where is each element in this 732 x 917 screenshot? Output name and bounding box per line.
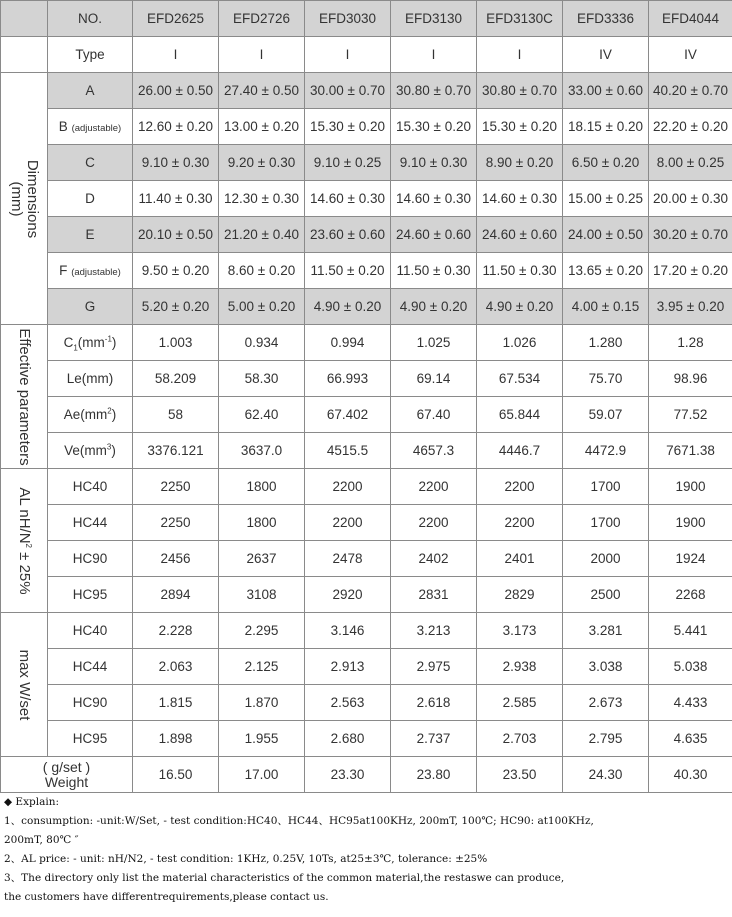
dimension-letter: G [84, 299, 96, 314]
value-cell: 8.90 ± 0.20 [477, 145, 563, 181]
material-label: HC95 [48, 577, 133, 613]
dimension-row [1, 253, 732, 289]
no-label: NO. [48, 1, 133, 37]
type-cell: IV [649, 37, 732, 73]
value-cell: 17.20 ± 0.20 [649, 253, 732, 289]
dimension-row [1, 73, 732, 109]
type-row [1, 37, 732, 73]
value-cell: 2.913 [305, 649, 391, 685]
dimension-letter: A [85, 83, 95, 98]
al-group [1, 469, 48, 613]
value-cell: 59.07 [563, 397, 649, 433]
value-cell: 21.20 ± 0.40 [219, 217, 305, 253]
power-group [1, 613, 48, 757]
model-header: EFD3130C [477, 1, 563, 37]
value-cell: 1800 [219, 469, 305, 505]
power-title: max W/set [15, 649, 33, 720]
value-cell: 26.00 ± 0.50 [133, 73, 219, 109]
dimension-row [1, 289, 732, 325]
power-row [1, 685, 732, 721]
al-tolerance: ± 25% [15, 547, 33, 595]
value-cell: 30.80 ± 0.70 [391, 73, 477, 109]
value-cell: 24.60 ± 0.60 [391, 217, 477, 253]
material-label: HC40 [48, 613, 133, 649]
value-cell: 2829 [477, 577, 563, 613]
value-cell: 4.90 ± 0.20 [305, 289, 391, 325]
type-cell: I [477, 37, 563, 73]
value-cell: 5.20 ± 0.20 [133, 289, 219, 325]
weight-title: Weight [44, 773, 89, 790]
value-cell: 4446.7 [477, 433, 563, 469]
dimension-label [48, 145, 133, 181]
value-cell: 2250 [133, 505, 219, 541]
value-cell: 2.295 [219, 613, 305, 649]
value-cell: 58.209 [133, 361, 219, 397]
value-cell: 5.00 ± 0.20 [219, 289, 305, 325]
dimension-label [48, 289, 133, 325]
value-cell: 11.50 ± 0.20 [305, 253, 391, 289]
value-cell: 12.30 ± 0.30 [219, 181, 305, 217]
type-cell: I [133, 37, 219, 73]
effective-row [1, 433, 732, 469]
value-cell: 23.80 [391, 757, 477, 793]
value-cell: 3.95 ± 0.20 [649, 289, 732, 325]
value-cell: 1700 [563, 469, 649, 505]
value-cell: 20.00 ± 0.30 [649, 181, 732, 217]
value-cell: 2250 [133, 469, 219, 505]
value-cell: 14.60 ± 0.30 [305, 181, 391, 217]
value-cell: 2401 [477, 541, 563, 577]
value-cell: 9.10 ± 0.30 [133, 145, 219, 181]
note-line: 2、AL price: - unit: nH/N2, - test condition: 1KHz, 0.25V, 10Ts, at25±3℃, tolerance: ±25% [4, 853, 488, 865]
value-cell: 2894 [133, 577, 219, 613]
type-cell: I [219, 37, 305, 73]
effective-group-label [16, 328, 32, 465]
note-line: 1、consumption: -unit:W/Set, - test condition:HC40、HC44、HC95at100KHz, 200mT, 100℃; HC90: at100KHz, [4, 815, 594, 827]
power-row [1, 613, 732, 649]
note-line: ◆ Explain: [4, 796, 59, 808]
value-cell: 22.20 ± 0.20 [649, 109, 732, 145]
dimensions-group [1, 73, 48, 325]
value-cell: 1.870 [219, 685, 305, 721]
value-cell: 15.30 ± 0.20 [477, 109, 563, 145]
al-title: AL nH/N [15, 486, 33, 544]
value-cell: 1.026 [477, 325, 563, 361]
value-cell: 24.30 [563, 757, 649, 793]
effective-label [48, 361, 133, 397]
corner-cell [1, 1, 48, 37]
value-cell: 1.003 [133, 325, 219, 361]
value-cell: 30.80 ± 0.70 [477, 73, 563, 109]
material-label: HC95 [48, 721, 133, 757]
value-cell: 2.563 [305, 685, 391, 721]
value-cell: 9.10 ± 0.30 [391, 145, 477, 181]
value-cell: 1.280 [563, 325, 649, 361]
value-cell: 1.955 [219, 721, 305, 757]
value-cell: 2456 [133, 541, 219, 577]
value-cell: 6.50 ± 0.20 [563, 145, 649, 181]
value-cell: 40.30 [649, 757, 732, 793]
dimension-letter: F [59, 263, 68, 278]
value-cell: 1800 [219, 505, 305, 541]
value-cell: 1.025 [391, 325, 477, 361]
value-cell: 17.00 [219, 757, 305, 793]
al-row [1, 505, 732, 541]
material-label: HC44 [48, 649, 133, 685]
power-group-label [16, 649, 32, 720]
value-cell: 30.00 ± 0.70 [305, 73, 391, 109]
value-cell: 2920 [305, 577, 391, 613]
effective-label [48, 397, 133, 433]
dimension-row [1, 109, 732, 145]
al-row [1, 541, 732, 577]
value-cell: 2.795 [563, 721, 649, 757]
material-label: HC44 [48, 505, 133, 541]
al-row [1, 577, 732, 613]
dimension-letter: E [85, 227, 95, 242]
dimensions-group-label [8, 159, 40, 237]
value-cell: 4657.3 [391, 433, 477, 469]
dimension-letter: D [85, 191, 95, 206]
model-header: EFD2726 [219, 1, 305, 37]
effective-row [1, 325, 732, 361]
value-cell: 58 [133, 397, 219, 433]
value-cell: 14.60 ± 0.30 [477, 181, 563, 217]
value-cell: 4.90 ± 0.20 [391, 289, 477, 325]
value-cell: 2200 [477, 505, 563, 541]
value-cell: 18.15 ± 0.20 [563, 109, 649, 145]
label-text: Ae(mm [63, 407, 108, 422]
value-cell: 16.50 [133, 757, 219, 793]
label-superscript: -1 [104, 334, 112, 344]
value-cell: 65.844 [477, 397, 563, 433]
value-cell: 1700 [563, 505, 649, 541]
material-label: HC90 [48, 685, 133, 721]
dimensions-unit: (mm) [8, 181, 25, 216]
dimension-label [48, 253, 133, 289]
dimensions-title: Dimensions [23, 159, 41, 238]
dimension-row [1, 217, 732, 253]
power-row [1, 721, 732, 757]
value-cell: 2.618 [391, 685, 477, 721]
value-cell: 3.213 [391, 613, 477, 649]
value-cell: 12.60 ± 0.20 [133, 109, 219, 145]
value-cell: 23.30 [305, 757, 391, 793]
value-cell: 2.938 [477, 649, 563, 685]
weight-unit: ( g/set ) [42, 758, 91, 775]
power-row [1, 649, 732, 685]
type-cell: I [391, 37, 477, 73]
value-cell: 77.52 [649, 397, 732, 433]
dimension-row [1, 181, 732, 217]
value-cell: 0.994 [305, 325, 391, 361]
value-cell: 8.00 ± 0.25 [649, 145, 732, 181]
value-cell: 2831 [391, 577, 477, 613]
note-line: the customers have differentrequirements,please contact us. [4, 891, 329, 903]
model-header: EFD2625 [133, 1, 219, 37]
dimension-label [48, 109, 133, 145]
value-cell: 66.993 [305, 361, 391, 397]
value-cell: 8.60 ± 0.20 [219, 253, 305, 289]
value-cell: 1.28 [649, 325, 732, 361]
label-text: (mm [77, 335, 105, 350]
value-cell: 30.20 ± 0.70 [649, 217, 732, 253]
model-header: EFD3030 [305, 1, 391, 37]
value-cell: 15.30 ± 0.20 [305, 109, 391, 145]
value-cell: 27.40 ± 0.50 [219, 73, 305, 109]
value-cell: 3637.0 [219, 433, 305, 469]
value-cell: 4515.5 [305, 433, 391, 469]
value-cell: 13.00 ± 0.20 [219, 109, 305, 145]
value-cell: 20.10 ± 0.50 [133, 217, 219, 253]
effective-group [1, 325, 48, 469]
material-label: HC40 [48, 469, 133, 505]
dimension-label [48, 73, 133, 109]
value-cell: 3.146 [305, 613, 391, 649]
label-text: ) [111, 443, 116, 458]
value-cell: 3108 [219, 577, 305, 613]
label-text: Ve(mm [64, 443, 107, 458]
dimension-label [48, 217, 133, 253]
value-cell: 24.60 ± 0.60 [477, 217, 563, 253]
value-cell: 3376.121 [133, 433, 219, 469]
value-cell: 5.441 [649, 613, 732, 649]
type-label: Type [48, 37, 133, 73]
value-cell: 67.40 [391, 397, 477, 433]
value-cell: 1900 [649, 469, 732, 505]
value-cell: 15.30 ± 0.20 [391, 109, 477, 145]
value-cell: 1924 [649, 541, 732, 577]
value-cell: 9.10 ± 0.25 [305, 145, 391, 181]
weight-label [1, 757, 133, 793]
value-cell: 11.40 ± 0.30 [133, 181, 219, 217]
value-cell: 2.703 [477, 721, 563, 757]
effective-row [1, 397, 732, 433]
value-cell: 75.70 [563, 361, 649, 397]
type-cell: I [305, 37, 391, 73]
value-cell: 2.975 [391, 649, 477, 685]
note-line: 3、The directory only list the material characteristics of the common material,the restaswe can produce, [4, 872, 565, 884]
value-cell: 2200 [391, 505, 477, 541]
al-superscript: 2 [23, 543, 33, 548]
adjustable-note: (adjustable) [71, 123, 122, 134]
value-cell: 4.90 ± 0.20 [477, 289, 563, 325]
value-cell: 24.00 ± 0.50 [563, 217, 649, 253]
label-subscript: 1 [73, 343, 78, 353]
header-row [1, 1, 732, 37]
value-cell: 2.737 [391, 721, 477, 757]
corner-cell [1, 37, 48, 73]
value-cell: 3.173 [477, 613, 563, 649]
value-cell: 14.60 ± 0.30 [391, 181, 477, 217]
value-cell: 2200 [391, 469, 477, 505]
value-cell: 2200 [305, 505, 391, 541]
value-cell: 2500 [563, 577, 649, 613]
effective-label [48, 433, 133, 469]
al-row [1, 469, 732, 505]
value-cell: 5.038 [649, 649, 732, 685]
value-cell: 2200 [477, 469, 563, 505]
value-cell: 4472.9 [563, 433, 649, 469]
model-header: EFD3130 [391, 1, 477, 37]
value-cell: 23.60 ± 0.60 [305, 217, 391, 253]
model-header: EFD3336 [563, 1, 649, 37]
value-cell: 11.50 ± 0.30 [477, 253, 563, 289]
value-cell: 3.038 [563, 649, 649, 685]
value-cell: 7671.38 [649, 433, 732, 469]
value-cell: 2402 [391, 541, 477, 577]
value-cell: 69.14 [391, 361, 477, 397]
explain-notes [4, 793, 730, 907]
value-cell: 1900 [649, 505, 732, 541]
al-group-label [16, 487, 32, 594]
value-cell: 2.673 [563, 685, 649, 721]
value-cell: 2.063 [133, 649, 219, 685]
value-cell: 4.635 [649, 721, 732, 757]
value-cell: 9.20 ± 0.30 [219, 145, 305, 181]
value-cell: 2000 [563, 541, 649, 577]
label-superscript: 2 [107, 406, 112, 416]
value-cell: 62.40 [219, 397, 305, 433]
value-cell: 40.20 ± 0.70 [649, 73, 732, 109]
label-text: Le(mm) [66, 371, 114, 386]
value-cell: 58.30 [219, 361, 305, 397]
dimension-letter: C [85, 155, 95, 170]
value-cell: 2478 [305, 541, 391, 577]
value-cell: 2637 [219, 541, 305, 577]
type-cell: IV [563, 37, 649, 73]
value-cell: 2.228 [133, 613, 219, 649]
weight-row [1, 757, 732, 793]
effective-row [1, 361, 732, 397]
value-cell: 98.96 [649, 361, 732, 397]
value-cell: 4.433 [649, 685, 732, 721]
value-cell: 4.00 ± 0.15 [563, 289, 649, 325]
label-text: C [63, 335, 74, 350]
dimension-letter: B [58, 119, 68, 134]
material-label: HC90 [48, 541, 133, 577]
value-cell: 1.898 [133, 721, 219, 757]
value-cell: 2.680 [305, 721, 391, 757]
value-cell: 2.125 [219, 649, 305, 685]
note-line: 200mT, 80℃ ″ [4, 834, 79, 846]
dimension-label [48, 181, 133, 217]
label-text: ) [111, 407, 117, 422]
value-cell: 0.934 [219, 325, 305, 361]
value-cell: 11.50 ± 0.30 [391, 253, 477, 289]
label-text: ) [111, 335, 117, 350]
value-cell: 9.50 ± 0.20 [133, 253, 219, 289]
model-header: EFD4044 [649, 1, 732, 37]
label-superscript: 3 [106, 442, 112, 452]
value-cell: 15.00 ± 0.25 [563, 181, 649, 217]
value-cell: 67.402 [305, 397, 391, 433]
value-cell: 2.585 [477, 685, 563, 721]
value-cell: 2268 [649, 577, 732, 613]
value-cell: 13.65 ± 0.20 [563, 253, 649, 289]
value-cell: 1.815 [133, 685, 219, 721]
effective-title: Effective parameters [15, 327, 33, 466]
value-cell: 3.281 [563, 613, 649, 649]
value-cell: 23.50 [477, 757, 563, 793]
effective-label [48, 325, 133, 361]
value-cell: 67.534 [477, 361, 563, 397]
dimension-row [1, 145, 732, 181]
value-cell: 2200 [305, 469, 391, 505]
adjustable-note: (adjustable) [71, 267, 121, 278]
value-cell: 33.00 ± 0.60 [563, 73, 649, 109]
